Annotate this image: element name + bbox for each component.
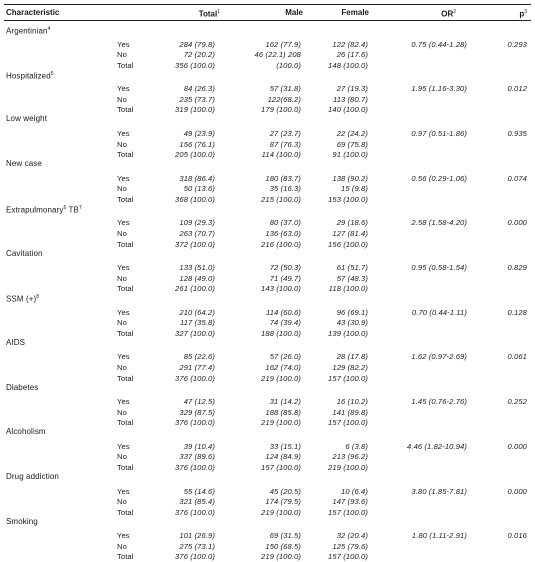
cell-or: 2.58 (1.58-4.20) [411, 218, 467, 228]
group-label: Smoking [6, 516, 38, 526]
cell-total: 368 (100.0) [175, 194, 215, 204]
row-label: Total [117, 60, 134, 70]
cell-male: 219 (100.0) [261, 507, 301, 517]
cell-or: 0.70 (0.44-1.11) [411, 307, 467, 317]
cell-female: 157 (100.0) [328, 373, 368, 383]
header-rule-bottom [4, 20, 531, 21]
cell-female: 129 (82.2) [332, 363, 368, 372]
cell-p: 0.074 [507, 173, 527, 183]
cell-female: 157 (100.0) [328, 552, 368, 562]
cell-total: 49 (23.9) [183, 128, 215, 138]
cell-female: 15 (9.8) [341, 184, 368, 194]
cell-total: 321 (85.4) [179, 497, 215, 507]
cell-female: 69 (75.8) [336, 139, 368, 149]
row-label: Total [117, 105, 134, 115]
cell-male: 216 (100.0) [261, 239, 301, 249]
cell-male: (100.0) [276, 60, 301, 70]
cell-male: 215 (100.0) [261, 194, 301, 204]
col-header-female: Female [341, 8, 369, 17]
cell-total: 85 (22.6) [183, 352, 215, 362]
cell-female: 61 (51.7) [336, 263, 368, 272]
cell-or: 1.45 (0.76-2.76) [411, 397, 467, 407]
cell-male: 136 (63.0) [265, 228, 301, 238]
group-label: Drug addiction [6, 472, 59, 481]
cell-male: 219 (100.0) [261, 552, 301, 562]
cell-p: 0.061 [507, 352, 527, 362]
cell-or: 0.95 (0.58-1.54) [411, 263, 467, 272]
cell-male: 31 (14.2) [269, 397, 301, 407]
cell-female: 113 (80.7) [332, 94, 368, 104]
cell-female: 147 (93.6) [332, 497, 368, 507]
cell-total: 376 (100.0) [175, 507, 215, 517]
cell-female: 28 (17.8) [336, 352, 368, 362]
header-rule-top [4, 4, 531, 5]
cell-male: 188 (85.8) [265, 407, 301, 417]
row-label: No [117, 452, 127, 462]
cell-female: 43 (30.9) [336, 318, 368, 328]
row-label: No [117, 273, 127, 283]
cell-female: 96 (69.1) [336, 307, 368, 317]
cell-total: 133 (51.0) [179, 263, 215, 272]
cell-total: 210 (64.2) [179, 307, 215, 317]
row-label: Yes [117, 173, 130, 183]
cell-total: 337 (89.6) [179, 452, 215, 462]
row-label: Total [117, 150, 134, 160]
row-label: No [117, 318, 127, 328]
row-label: Yes [117, 397, 130, 407]
row-label: No [117, 50, 127, 60]
cell-total: 235 (73.7) [179, 94, 215, 104]
row-label: No [117, 184, 127, 194]
col-header-or: $OR^2$ [441, 9, 456, 19]
row-label: Total [117, 239, 134, 249]
cell-male: 87 (76.3) [269, 139, 301, 149]
cell-female: 91 (100.0) [332, 150, 368, 160]
cell-total: 55 (14.6) [183, 486, 215, 496]
row-label: Yes [117, 352, 130, 362]
row-label: Total [117, 373, 134, 383]
row-label: No [117, 94, 127, 104]
cell-female: 148 (100.0) [328, 60, 368, 70]
row-label: No [117, 228, 127, 238]
cell-female: 6 (3.8) [345, 441, 368, 451]
cell-female: 156 (100.0) [328, 239, 368, 249]
group-label: Extrapulmonary$^6$ $TB^7$ [6, 204, 82, 215]
cell-total: 376 (100.0) [175, 418, 215, 428]
cell-female: 140 (100.0) [328, 105, 368, 115]
cell-male: 35 (16.3) [269, 184, 301, 194]
cell-female: 138 (90.2) [332, 173, 368, 183]
cell-female: 26 (17.6) [336, 50, 368, 60]
cell-female: 141 (89.8) [332, 407, 368, 417]
cell-or: 3.80 (1.85-7.81) [411, 486, 467, 496]
cell-p: 0.000 [507, 441, 527, 451]
cell-or: 4.46 (1.82-10.94) [407, 441, 467, 451]
col-header-p: $p^3$ [519, 9, 527, 19]
cell-male: 27 (23.7) [269, 128, 301, 138]
cell-male: 150 (68.5) [265, 541, 301, 551]
cell-male: 57 (26.0) [269, 352, 301, 362]
col-header-male: Male [285, 8, 303, 17]
cell-total: 319 (100.0) [175, 105, 215, 115]
row-label: No [117, 497, 127, 507]
cell-female: 157 (100.0) [328, 418, 368, 428]
group-label: Argentinian$^4$ [6, 26, 51, 36]
row-label: Yes [117, 263, 130, 272]
cell-p: 0.252 [507, 397, 527, 407]
row-label: Yes [117, 307, 130, 317]
cell-total: 318 (86.4) [179, 173, 215, 183]
cell-p: 0.293 [507, 39, 527, 49]
row-label: Total [117, 328, 134, 338]
cell-male: 122(68.2) [267, 94, 301, 104]
row-label: Total [117, 194, 134, 204]
cell-female: 32 (20.4) [336, 531, 368, 541]
group-label: New case [6, 159, 42, 169]
cell-male: 114 (100.0) [261, 150, 301, 160]
cell-total: 376 (100.0) [175, 373, 215, 383]
cell-total: 372 (100.0) [175, 239, 215, 249]
row-label: Yes [117, 128, 130, 138]
cell-female: 16 (10.2) [336, 397, 368, 407]
cell-total: 263 (70.7) [179, 228, 215, 238]
row-label: No [117, 139, 127, 149]
cell-male: 162 (74.0) [265, 363, 301, 372]
cell-female: 219 (100.0) [328, 463, 368, 472]
cell-female: 29 (18.6) [336, 218, 368, 228]
cell-female: 22 (24.2) [336, 128, 368, 138]
row-label: Yes [117, 84, 130, 94]
cell-male: 143 (100.0) [261, 284, 301, 294]
cell-total: 128 (49.0) [179, 273, 215, 283]
cell-total: 39 (10.4) [183, 441, 215, 451]
cell-female: 118 (100.0) [328, 284, 368, 294]
col-header-total: Total$^1$ [198, 9, 220, 19]
cell-total: 47 (12.5) [183, 397, 215, 407]
cell-female: 157 (100.0) [328, 507, 368, 517]
cell-total: 101 (26.9) [179, 531, 215, 541]
cell-female: 27 (19.3) [336, 84, 368, 94]
cell-male: 45 (20.5) [269, 486, 301, 496]
group-label: Alcoholism [6, 427, 46, 437]
cell-total: 117 (35.8) [179, 318, 215, 328]
cell-male: 162 (77.9) [265, 39, 301, 49]
cell-total: 205 (100.0) [175, 150, 215, 160]
row-label: Total [117, 418, 134, 428]
cell-total: 156 (76.1) [179, 139, 215, 149]
cell-p: 0.000 [507, 218, 527, 228]
cell-or: 0.56 (0.29-1.06) [411, 173, 467, 183]
cell-or: 0.97 (0.51-1.86) [411, 128, 467, 138]
row-label: Yes [117, 531, 130, 541]
cell-male: 114 (60.6) [265, 307, 301, 317]
row-label: Yes [117, 486, 130, 496]
cell-total: 50 (13.6) [183, 184, 215, 194]
group-label: Cavitation [6, 248, 43, 258]
row-label: Yes [117, 218, 130, 228]
cell-male: 157 (100.0) [261, 463, 301, 472]
cell-total: 327 (100.0) [175, 328, 215, 338]
cell-female: 57 (48.3) [336, 273, 368, 283]
cell-p: 0.012 [507, 84, 527, 94]
group-label: AIDS [6, 337, 26, 347]
group-label: Diabetes [6, 382, 39, 392]
cell-male: 219 (100.0) [261, 418, 301, 428]
cell-female: 139 (100.0) [328, 328, 368, 338]
row-label: Total [117, 463, 134, 472]
cell-male: 71 (49.7) [269, 273, 301, 283]
cell-total: 291 (77.4) [179, 363, 215, 372]
row-label: Total [117, 552, 134, 562]
cell-total: 356 (100.0) [175, 60, 215, 70]
col-header-characteristic: Characteristic [6, 8, 60, 17]
cell-male: 180 (83.7) [265, 173, 301, 183]
cell-male: 179 (100.0) [261, 105, 301, 115]
group-label: Hospitalized$^5$ [6, 70, 54, 81]
cell-male: 57 (31.8) [269, 84, 301, 94]
cell-total: 84 (26.3) [183, 84, 215, 94]
row-label: No [117, 363, 127, 372]
cell-total: 109 (29.3) [179, 218, 215, 228]
cell-total: 261 (100.0) [175, 284, 215, 294]
group-label: Low weight [6, 114, 48, 124]
cell-p: 0.016 [507, 531, 527, 541]
cell-total: 376 (100.0) [175, 463, 215, 472]
cell-female: 153 (100.0) [328, 194, 368, 204]
cell-male: 72 (50.3) [269, 263, 301, 272]
cell-or: 1.62 (0.97-2.69) [411, 352, 467, 362]
group-label: SSM $(+)^8$ [6, 294, 40, 304]
row-label: Yes [117, 441, 130, 451]
cell-female: 125 (79.6) [332, 541, 368, 551]
cell-total: 72 (20.2) [183, 50, 215, 60]
cell-total: 376 (100.0) [175, 552, 215, 562]
cell-male: 46 (22.1) 208 [254, 50, 301, 60]
row-label: Total [117, 284, 134, 294]
cell-male: 33 (15.1) [269, 441, 301, 451]
cell-or: 1.95 (1.16-3.30) [411, 84, 467, 94]
cell-total: 284 (79.8) [179, 39, 215, 49]
cell-male: 69 (31.5) [269, 531, 301, 541]
cell-or: 0.75 (0.44-1.28) [411, 39, 467, 49]
cell-female: 10 (6.4) [341, 486, 368, 496]
row-label: Total [117, 507, 134, 517]
cell-female: 213 (96.2) [332, 452, 368, 462]
cell-total: 275 (73.1) [179, 541, 215, 551]
cell-male: 219 (100.0) [261, 373, 301, 383]
row-label: No [117, 407, 127, 417]
cell-p: 0.829 [507, 263, 527, 272]
cell-female: 122 (82.4) [332, 39, 368, 49]
cell-male: 188 (100.0) [261, 328, 301, 338]
cell-male: 80 (37.0) [269, 218, 301, 228]
cell-male: 174 (79.5) [265, 497, 301, 507]
cell-p: 0.000 [507, 486, 527, 496]
cell-total: 329 (87.5) [179, 407, 215, 417]
cell-p: 0.128 [507, 307, 527, 317]
cell-male: 74 (39.4) [269, 318, 301, 328]
row-label: No [117, 541, 127, 551]
row-label: Yes [117, 39, 130, 49]
cell-female: 127 (81.4) [332, 228, 368, 238]
cell-or: 1.80 (1.11-2.91) [411, 531, 467, 541]
cell-male: 124 (84.9) [265, 452, 301, 462]
cell-p: 0.935 [507, 128, 527, 138]
